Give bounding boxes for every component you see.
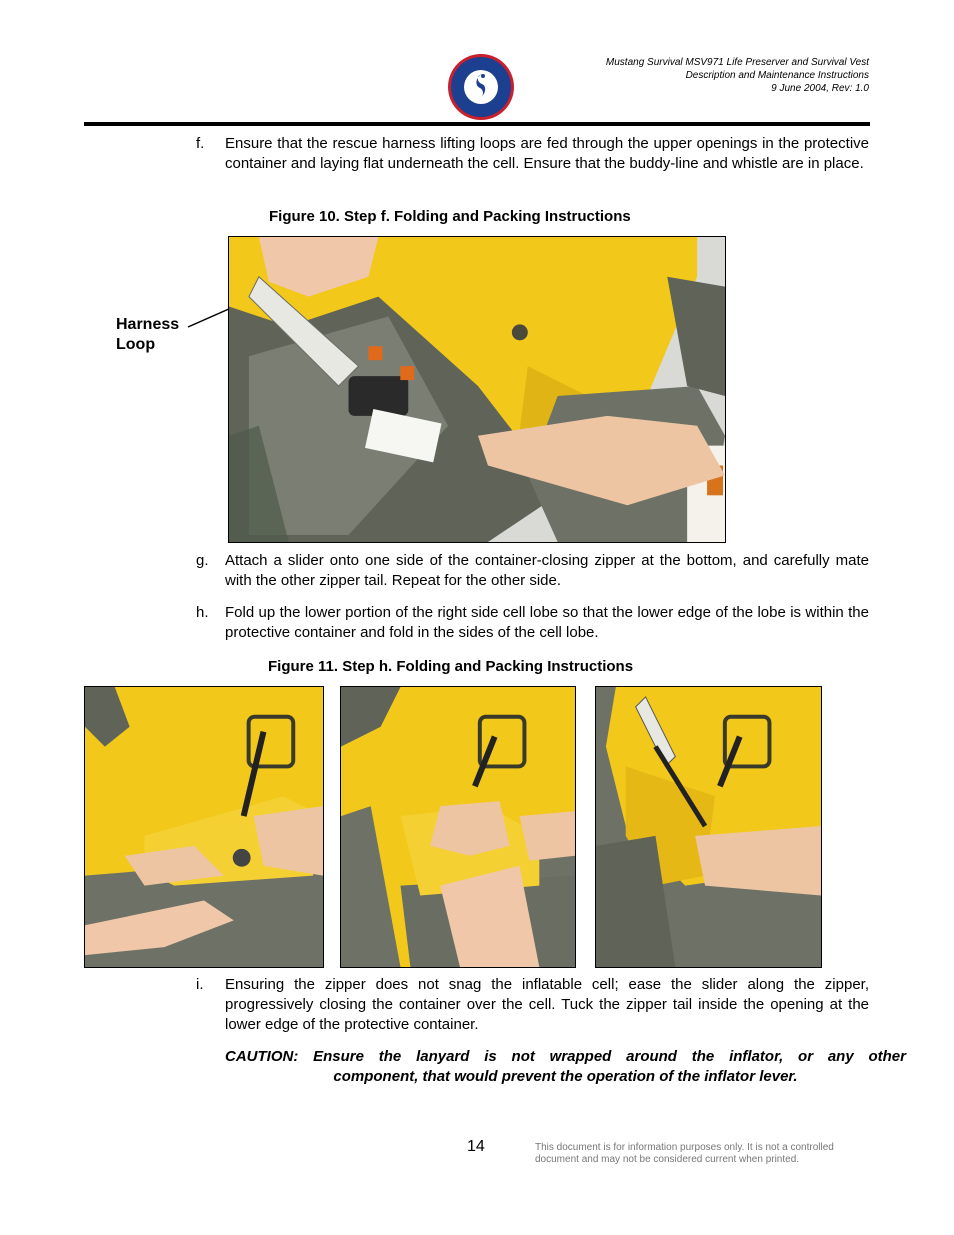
- step-i-letter: i.: [196, 976, 204, 993]
- step-f-text: Ensure that the rescue harness lifting loops are fed through the upper openings in the protective container and laying flat underneath the cell. Ensure that the buddy-line and whistle are in place.: [225, 135, 869, 172]
- figure-10-caption: Figure 10. Step f. Folding and Packing Instructions: [269, 208, 631, 225]
- figure-11-photo-1: [84, 686, 324, 968]
- footer-note-line-2: document and may not be considered current when printed.: [535, 1154, 800, 1165]
- step-f-letter: f.: [196, 135, 205, 152]
- harness-loop-label-line1: Harness: [116, 316, 180, 333]
- harness-loop-label: [116, 315, 179, 355]
- figure-11-photo-2: [340, 686, 576, 968]
- header-line-2: Description and Maintenance Instructions: [685, 70, 869, 81]
- mustang-survival-logo: [446, 52, 516, 122]
- step-g-text: Attach a slider onto one side of the container-closing zipper at the bottom, and carefully mate with the other zipper tail. Repeat for the other side.: [225, 552, 869, 589]
- figure-11-caption: Figure 11. Step h. Folding and Packing Instructions: [268, 658, 634, 675]
- step-h-text: Fold up the lower portion of the right side cell lobe so that the lower edge of the lobe is within the protective container and fold in the sides of the cell lobe.: [225, 604, 869, 641]
- harness-loop-label-line2: Loop: [116, 336, 156, 353]
- header-line-1: Mustang Survival MSV971 Life Preserver and Survival Vest: [605, 57, 869, 68]
- header-line-3: 9 June 2004, Rev: 1.0: [771, 83, 869, 94]
- step-g-letter: g.: [196, 552, 209, 569]
- step-i-text: Ensuring the zipper does not snag the inflatable cell; ease the slider along the zipper, progressively closing the container over the cell. Tuck the zipper tail inside the opening at the lower edge of the protective container.: [225, 976, 869, 1033]
- figure-10-photo: [228, 236, 726, 543]
- caution-line-1: CAUTION: Ensure the lanyard is not wrapped around the inflator, or any other: [225, 1048, 906, 1065]
- figure-11-photo-3: [595, 686, 822, 968]
- step-h-letter: h.: [196, 604, 209, 621]
- caution-line-2: component, that would prevent the operation of the inflator lever.: [333, 1068, 798, 1085]
- header-rule: [84, 122, 870, 126]
- footer-note-line-1: This document is for information purposes only. It is not a controlled: [535, 1142, 834, 1153]
- page-number: 14: [467, 1138, 485, 1155]
